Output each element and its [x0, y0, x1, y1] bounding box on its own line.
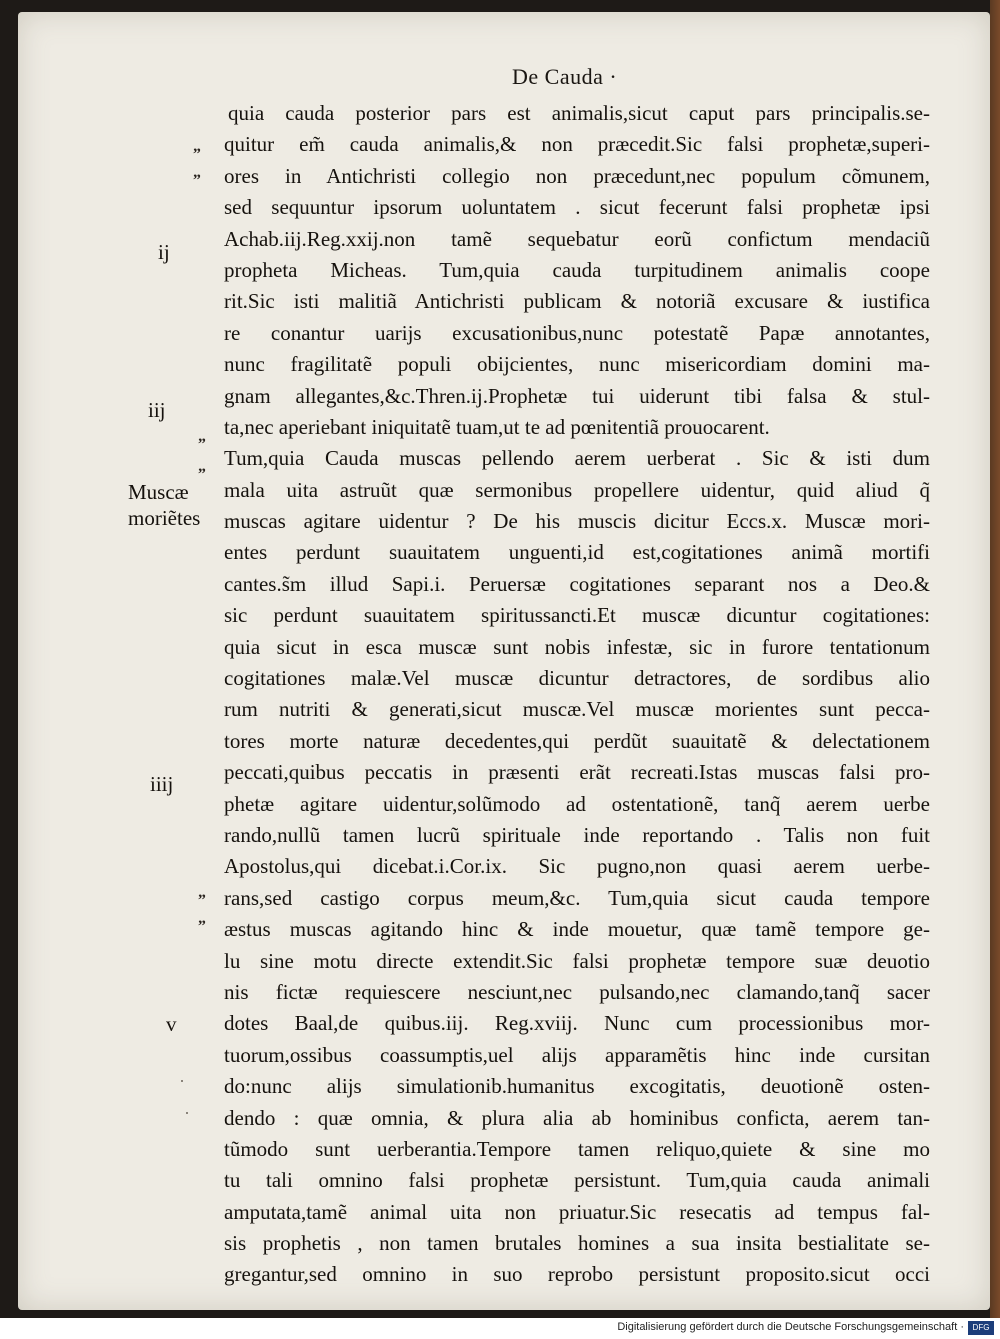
text-line: tores morte naturæ decedentes,qui perdũt suauitatẽ & delectationem [224, 728, 930, 753]
text-line: dendo : quæ omnia, & plura alia ab hominibus conficta, aerem tan- [224, 1105, 930, 1130]
text-line: rans,sed castigo corpus meum,&c. Tum,quia sicut cauda tempore [224, 885, 930, 910]
text-line: cogitationes malæ.Vel muscæ dicuntur detractores, de sordibus alio [224, 666, 930, 691]
footer-bar [0, 1318, 1000, 1339]
text-line: ores in Antichristi collegio non præcedunt,nec populum cõmunem, [224, 163, 930, 188]
margin-numeral-ii: ij [158, 240, 170, 264]
text-line: mala uita astruũt quæ sermonibus propellere uidentur, quid aliud q̃ [224, 477, 930, 502]
quote-mark: „ [198, 884, 206, 901]
text-line: quia sicut in esca muscæ sunt nobis infestæ, sic in furore tentationum [224, 634, 930, 659]
text-line: rum nutriti & generati,sicut muscæ.Vel muscæ morientes sunt pecca- [224, 697, 930, 722]
text-line: sic perdunt suauitatem spiritussancti.Et muscæ dicuntur cogitationes: [224, 603, 930, 628]
text-line: do:nunc alijs simulationib.humanitus excogitatis, deuotionẽ osten- [224, 1074, 930, 1099]
text-line: rando,nullũ tamen lucrũ spirituale inde reportando . Talis non fuit [224, 822, 930, 847]
margin-numeral-iii: iij [148, 398, 166, 422]
quote-mark: „ [198, 910, 206, 927]
margin-numeral-v: v [166, 1012, 177, 1036]
quote-mark: „ [198, 428, 206, 445]
text-line: cantes.s̃m illud Sapi.i. Peruersæ cogitationes separant nos a Deo.& [224, 571, 930, 596]
book-edge [990, 0, 1000, 1318]
text-line: nunc fragilitatẽ populi obijcientes, nunc misericordiam domini ma- [224, 352, 930, 377]
text-line: muscas agitare uidentur ? De his muscis dicitur Eccs.x. Muscæ mori- [224, 509, 930, 534]
footer-credit: Digitalisierung gefördert durch die Deutsche Forschungsgemeinschaft · [617, 1321, 964, 1333]
quote-mark: „ [198, 458, 206, 475]
body-text [224, 98, 930, 1291]
ink-speck [181, 1080, 183, 1082]
text-line: nis fictæ requiescere nesciunt,nec pulsando,nec clamando,tanq̃ sacer [224, 979, 930, 1004]
text-line: dotes Baal,de quibus.iij. Reg.xviij. Nunc cum processionibus mor- [224, 1011, 930, 1036]
text-line: rit.Sic isti malitiã Antichristi publicam & notoriã excusare & iustifica [224, 289, 930, 314]
text-line: sis prophetis , non tamen brutales homines a sua insita bestialitate se- [224, 1231, 930, 1256]
text-line: tu tali omnino falsi prophetæ persistunt. Tum,quia cauda animali [224, 1168, 930, 1193]
running-head: De Cauda · [512, 64, 618, 89]
text-line: quitur em̃ cauda animalis,& non præcedit.Sic falsi prophetæ,superi- [224, 132, 930, 157]
text-line: propheta Micheas. Tum,quia cauda turpitudinem animalis coope [224, 257, 930, 282]
text-line: entes perdunt suauitatem unguenti,id est,cogitationes animã mortifi [224, 540, 930, 565]
text-line: amputata,tamẽ animal uita non priuatur.Sic resecatis ad tempus fal- [224, 1199, 930, 1224]
margin-note-morientes: moriẽtes [128, 506, 201, 530]
margin-numeral-iiii: iiij [150, 772, 174, 796]
margin-note-muscae: Muscæ [128, 480, 189, 504]
text-line: tũmodo sunt uerberantia.Tempore tamen reliquo,quiete & sine mo [224, 1136, 930, 1161]
text-line: ta,nec aperiebant iniquitatẽ tuam,ut te ad pœnitentiã prouocarent. [224, 414, 770, 439]
quote-mark: „ [193, 138, 201, 155]
text-line: Apostolus,qui dicebat.i.Cor.ix. Sic pugno,non quasi aerem uerbe- [224, 854, 930, 879]
text-line: æstus muscas agitando hinc & inde mouetur, quæ tamẽ tempore ge- [224, 917, 930, 942]
text-line: lu sine motu directe extendit.Sic falsi prophetæ tempore suæ deuotio [224, 948, 930, 973]
ink-speck [186, 1112, 188, 1114]
text-line: Tum,quia Cauda muscas pellendo aerem uerberat . Sic & isti dum [224, 446, 930, 471]
text-line: quia cauda posterior pars est animalis,sicut caput pars principalis.se- [228, 101, 930, 125]
quote-mark: „ [193, 164, 201, 181]
text-line: tuorum,ossibus coassumptis,uel alijs apparamẽtis hinc inde cursitan [224, 1042, 930, 1067]
text-line: gnam allegantes,&c.Thren.ij.Prophetæ tui uiderunt tibi falsa & stul- [224, 383, 930, 408]
text-line: gregantur,sed omnino in suo reprobo persistunt proposito.sicut occi [224, 1262, 930, 1287]
text-line: sed sequuntur ipsorum uoluntatem . sicut fecerunt falsi prophetæ ipsi [224, 195, 930, 220]
text-line: phetæ agitare uidentur,solũmodo ad ostentationẽ, tanq̃ aerem uerbe [224, 791, 930, 816]
dfg-logo: DFG [968, 1321, 994, 1335]
text-line: peccati,quibus peccatis in præsenti erãt recreati.Istas muscas falsi pro- [224, 760, 930, 785]
text-line: Achab.iij.Reg.xxij.non tamẽ sequebatur eorũ confictum mendaciũ [224, 226, 930, 251]
text-line: re conantur uarijs excusationibus,nunc potestatẽ Papæ annotantes, [224, 320, 930, 345]
